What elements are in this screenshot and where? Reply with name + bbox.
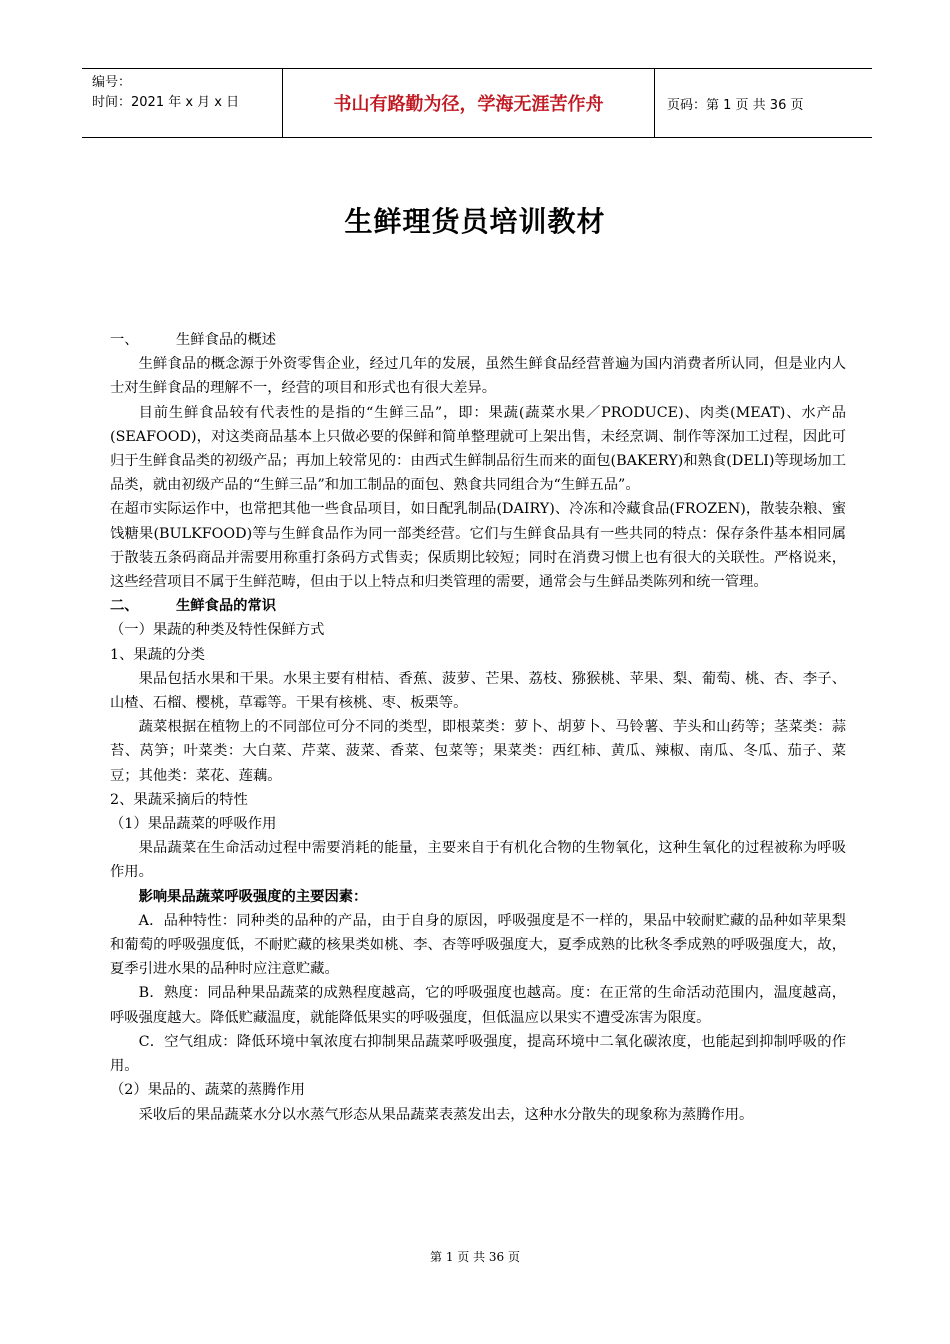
paragraph: 在超市实际运作中，也常把其他一些食品项目，如日配乳制品(DAIRY)、冷冻和冷藏食品(FROZEN)，散装杂粮、蜜饯糖果(BULKFOOD)等与生鲜食品作为同一部类经营。它们与生鲜食品具有一些共同的特点：保存条件基本相同属于散装五条码商品并需要用称重打条码方式售卖；保质期比较短；同时在消费习惯上也有很大的关联性。严格说来，这些经营项目不属于生鲜范畴，但由于以上特点和归类管理的需要，通常会与生鲜品类陈列和统一管理。 — [110, 501, 846, 591]
section-number: 二、 — [110, 598, 139, 615]
paragraph: B．熟度：同品种果品蔬菜的成熟程度越高，它的呼吸强度也越高。度：在正常的生命活动范围内，温度越高，呼吸强度越大。降低贮藏温度，就能降低果实的呼吸强度，但低温应以果实不遭受冻害为限度。 — [110, 985, 846, 1026]
paragraph: 果品包括水果和干果。水果主要有柑桔、香蕉、菠萝、芒果、荔枝、猕猴桃、苹果、梨、葡萄、桃、杏、李子、山楂、石榴、樱桃，草霉等。干果有核桃、枣、板栗等。 — [110, 670, 846, 712]
header-page-info: 页码：第 1 页 共 36 页 — [667, 97, 804, 113]
subsection-heading: （一）果蔬的种类及特性保鲜方式 — [110, 622, 325, 639]
paragraph: 果品蔬菜在生命活动过程中需要消耗的能量，主要来自于有机化合物的生物氧化，这种生氧化的过程被称为呼吸作用。 — [110, 840, 846, 881]
document-time-label: 时间：2021 年 x 月 x 日 — [92, 95, 240, 110]
paragraph: A．品种特性：同种类的品种的产品，由于自身的原因，呼吸强度是不一样的，果品中较耐贮藏的品种如苹果梨和葡萄的呼吸强度低，不耐贮藏的核果类如桃、李、杏等呼吸强度大，夏季成熟的比秋冬季成熟的呼吸强度大，故，夏季引进水果的品种时应注意贮藏。 — [110, 912, 846, 978]
paragraph: C．空气组成：降低环境中氧浓度右抑制果品蔬菜呼吸强度，提高环境中二氧化碳浓度，也能起到抑制呼吸的作用。 — [110, 1033, 846, 1075]
section-heading-1 — [110, 328, 846, 352]
subsection-heading: （2）果品的、蔬菜的蒸腾作用 — [110, 1082, 305, 1099]
document-body — [110, 328, 846, 1127]
subsection-heading: 1、果蔬的分类 — [110, 646, 205, 663]
subsection-heading: 2、果蔬采摘后的特性 — [110, 791, 248, 808]
section-number: 一、 — [110, 332, 139, 348]
page-header — [82, 68, 872, 138]
document-title: 生鲜理货员培训教材 — [344, 205, 606, 238]
paragraph: 目前生鲜食品较有代表性的是指的“生鲜三品”，即：果蔬(蔬菜水果／PRODUCE)、肉类(MEAT)、水产品(SEAFOOD)，对这类商品基本上只做必要的保鲜和简单整理就可上架出售，未经烹调、制作等深加工过程，因此可归于生鲜食品类的初级产品；再加上较常见的：由西式生鲜制品衍生而来的面包(BAKERY)和熟食(DELI)等现场加工品类，就由初级产品的“生鲜三品”和加工制品的面包、熟食共同组合为“生鲜五品”。 — [110, 404, 846, 494]
paragraph: 生鲜食品的概念源于外资零售企业，经过几年的发展，虽然生鲜食品经营普遍为国内消费者所认同，但是业内人士对生鲜食品的理解不一，经营的项目和形式也有很大差异。 — [110, 356, 846, 397]
document-number-label: 编号： — [92, 75, 132, 90]
subsection-heading: （1）果品蔬菜的呼吸作用 — [110, 816, 277, 833]
bold-paragraph: 影响果品蔬菜呼吸强度的主要因素： — [138, 888, 368, 905]
header-motto-cell — [282, 69, 655, 137]
section-heading-2 — [110, 594, 846, 618]
page-footer: 第 1 页 共 36 页 — [430, 1250, 520, 1264]
paragraph: 蔬菜根据在植物上的不同部位可分不同的类型，即根菜类：萝卜、胡萝卜、马铃薯、芋头和山药等；茎菜类：蒜苔、莴笋；叶菜类：大白菜、芹菜、菠菜、香菜、包菜等；果菜类：西红柿、黄瓜、辣椒、南瓜、冬瓜、茄子、菜豆；其他类：菜花、莲藕。 — [110, 719, 846, 784]
header-motto: 书山有路勤为径，学海无涯苦作舟 — [333, 94, 604, 115]
section-title: 生鲜食品的常识 — [176, 598, 277, 615]
paragraph: 采收后的果品蔬菜水分以水蒸气形态从果品蔬菜表蒸发出去，这种水分散失的现象称为蒸腾作用。 — [138, 1106, 754, 1123]
header-left — [82, 69, 282, 137]
section-title: 生鲜食品的概述 — [176, 332, 277, 348]
